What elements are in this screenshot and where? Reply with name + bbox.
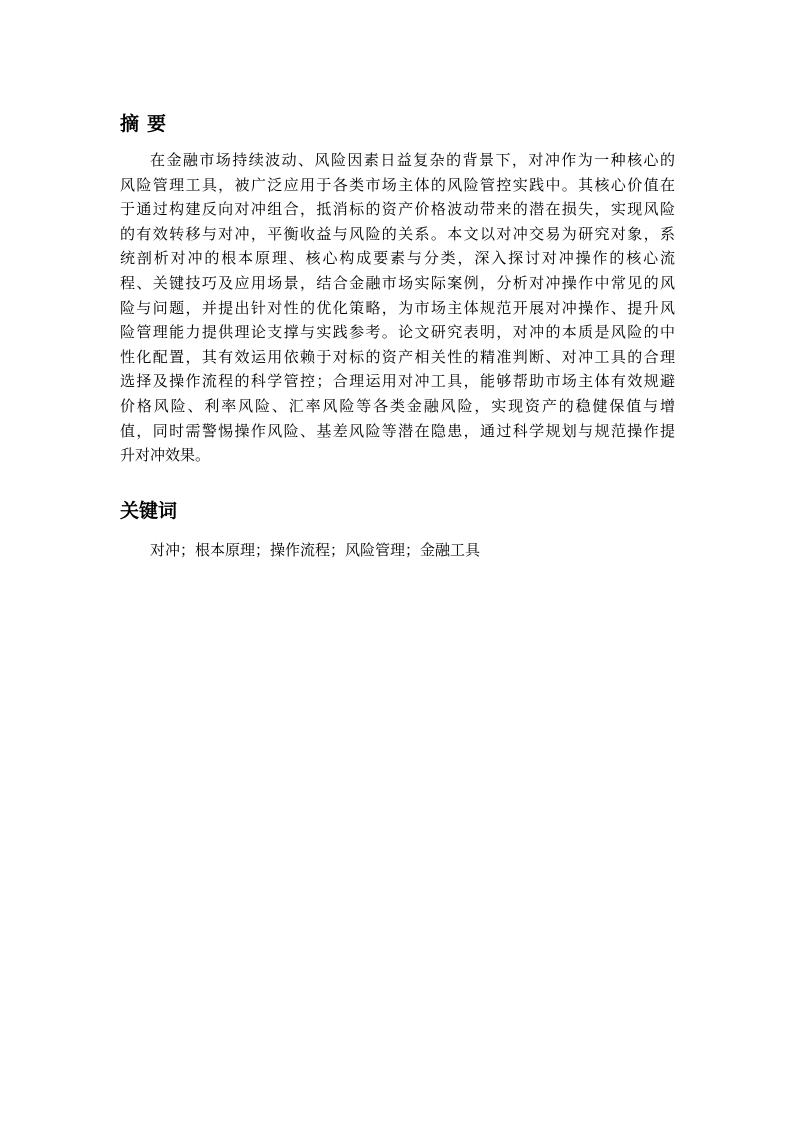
abstract-line: 程、关键技巧及应用场景，结合金融市场实际案例，分析对冲操作中常见的风 [120, 273, 675, 292]
abstract-paragraph [120, 148, 675, 468]
abstract-heading: 摘要 [120, 113, 175, 135]
abstract-line: 统剖析对冲的根本原理、核心构成要素与分类，深入探讨对冲操作的核心流 [120, 249, 675, 268]
abstract-line: 值，同时需警惕操作风险、基差风险等潜在隐患，通过科学规划与规范操作提 [120, 421, 675, 440]
abstract-line: 选择及操作流程的科学管控；合理运用对冲工具，能够帮助市场主体有效规避 [120, 372, 675, 391]
keywords-list: 对冲；根本原理；操作流程；风险管理；金融工具 [150, 541, 481, 559]
abstract-line: 升对冲效果。 [120, 446, 211, 465]
keywords-heading: 关键词 [120, 500, 178, 522]
abstract-line: 风险管理工具，被广泛应用于各类市场主体的风险管控实践中。其核心价值在 [120, 175, 675, 194]
abstract-line: 在金融市场持续波动、风险因素日益复杂的背景下，对冲作为一种核心的 [150, 151, 675, 169]
abstract-line: 的有效转移与对冲，平衡收益与风险的关系。本文以对冲交易为研究对象，系 [120, 224, 675, 243]
abstract-line: 于通过构建反向对冲组合，抵消标的资产价格波动带来的潜在损失，实现风险 [120, 200, 675, 219]
abstract-line: 险管理能力提供理论支撑与实践参考。论文研究表明，对冲的本质是风险的中 [120, 323, 675, 342]
abstract-line: 险与问题，并提出针对性的优化策略，为市场主体规范开展对冲操作、提升风 [120, 298, 675, 317]
abstract-line: 价格风险、利率风险、汇率风险等各类金融风险，实现资产的稳健保值与增 [120, 396, 675, 415]
abstract-line: 性化配置，其有效运用依赖于对标的资产相关性的精准判断、对冲工具的合理 [120, 347, 675, 366]
